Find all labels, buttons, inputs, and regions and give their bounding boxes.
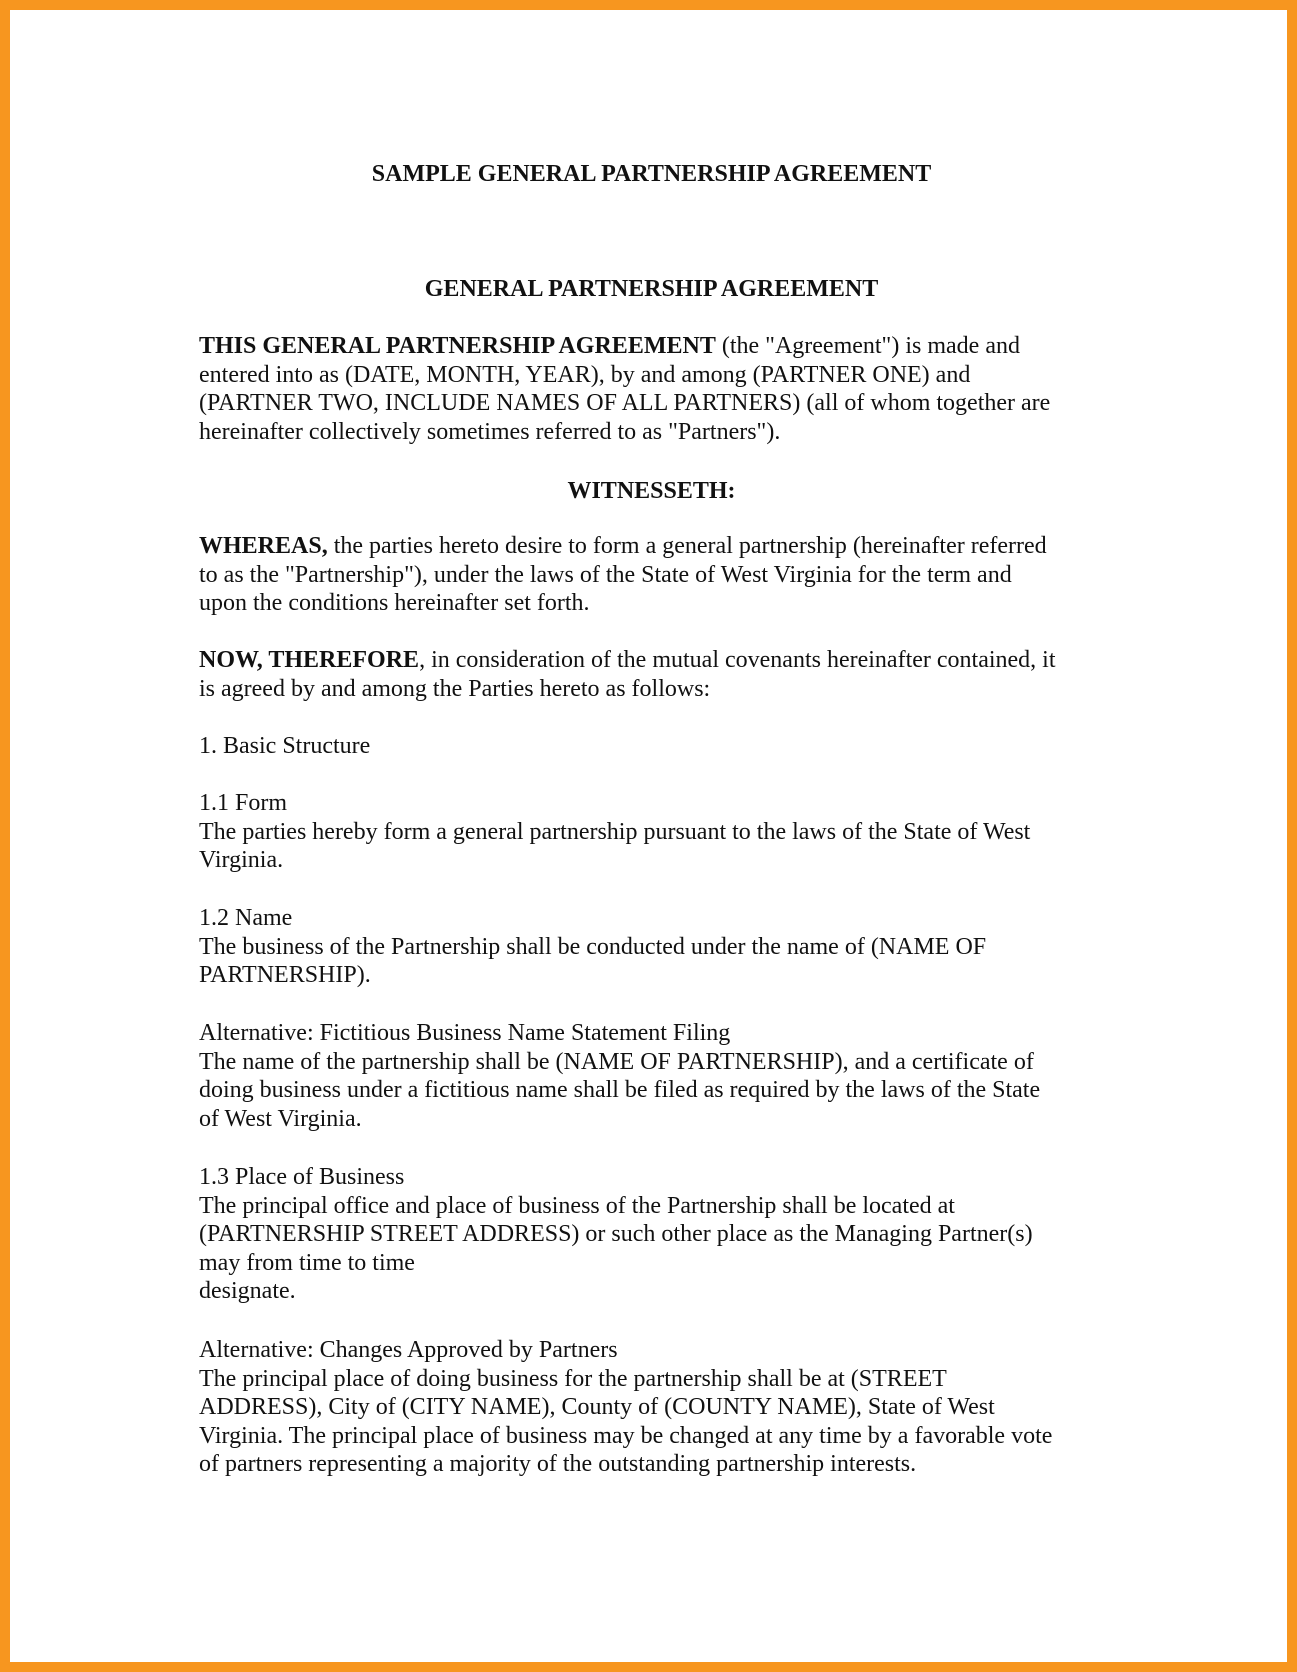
section-1-1-line-2: Virginia. [199,847,284,873]
whereas-line-1-rest: the parties hereto desire to form a general partnership (hereinafter referred [327,533,1047,559]
agreement-heading: GENERAL PARTNERSHIP AGREEMENT [424,276,879,302]
whereas-line-3: upon the conditions hereinafter set forth. [199,590,590,616]
whereas-line-2: to as the "Partnership"), under the laws of the State of West Virginia for the term and [199,561,1012,588]
alternative-2-line-4: of partners representing a majority of the outstanding partnership interests. [199,1451,917,1477]
section-1-1-heading: 1.1 Form [199,790,288,816]
therefore-paragraph [199,646,1104,703]
alternative-2-line-3: Virginia. The principal place of business may be changed at any time by a favorable vote [199,1422,1053,1449]
intro-line-1-rest: (the "Agreement") is made and [715,333,1020,359]
alternative-1-line-1: The name of the partnership shall be (NAME OF PARTNERSHIP), and a certificate of [199,1048,1034,1075]
intro-line-3: (PARTNER TWO, INCLUDE NAMES OF ALL PARTNERS) (all of whom together are [199,390,1051,416]
intro-line-2: entered into as (DATE, MONTH, YEAR), by and among (PARTNER ONE) and [199,361,971,388]
therefore-lead-bold: NOW, THEREFORE [199,647,420,673]
section-1-3-line-4: designate. [199,1278,296,1304]
therefore-line-1 [199,646,1104,675]
intro-paragraph [199,332,1104,446]
whereas-lead-bold: WHEREAS, [199,533,328,559]
alternative-fictitious-name [199,1019,1104,1133]
section-1-2 [199,904,1104,990]
alternative-2-heading: Alternative: Changes Approved by Partners [199,1337,618,1363]
section-1-2-line-1: The business of the Partnership shall be conducted under the name of (NAME OF [199,933,987,960]
section-1-3-line-2: (PARTNERSHIP STREET ADDRESS) or such other place as the Managing Partner(s) [199,1221,1033,1247]
section-1-3-line-3: may from time to time [199,1249,415,1276]
section-1-1 [199,789,1104,875]
alternative-1-line-3: of West Virginia. [199,1105,362,1132]
alternative-1-heading: Alternative: Fictitious Business Name Statement Filing [199,1020,731,1046]
section-1-1-line-1: The parties hereby form a general partnership pursuant to the laws of the State of West [199,818,1031,845]
whereas-line-1 [199,532,1104,561]
section-1-2-line-2: PARTNERSHIP). [199,962,371,988]
therefore-line-1-rest: , in consideration of the mutual covenants hereinafter contained, it [419,647,1056,673]
section-1-3-heading: 1.3 Place of Business [199,1164,405,1190]
section-1-3 [199,1163,1104,1306]
alternative-1-line-2: doing business under a fictitious name shall be filed as required by the laws of the State [199,1077,1041,1103]
whereas-paragraph [199,532,1104,618]
therefore-line-2: is agreed by and among the Parties hereto as follows: [199,675,711,702]
document-title: SAMPLE GENERAL PARTNERSHIP AGREEMENT [371,161,932,187]
intro-line-4: hereinafter collectively sometimes referred to as "Partners"). [199,418,781,445]
section-1-heading: 1. Basic Structure [199,733,371,759]
alternative-2-line-2: ADDRESS), City of (CITY NAME), County of (COUNTY NAME), State of West [199,1394,995,1420]
witnesseth-heading: WITNESSETH: [567,478,736,504]
section-1-3-line-1: The principal office and place of business of the Partnership shall be located at [199,1192,955,1219]
intro-lead-bold: THIS GENERAL PARTNERSHIP AGREEMENT [199,333,716,359]
section-1-2-heading: 1.2 Name [199,905,293,931]
intro-line-1 [199,332,1104,361]
alternative-changes-approved [199,1336,1104,1479]
alternative-2-line-1: The principal place of doing business for the partnership shall be at (STREET [199,1365,947,1392]
